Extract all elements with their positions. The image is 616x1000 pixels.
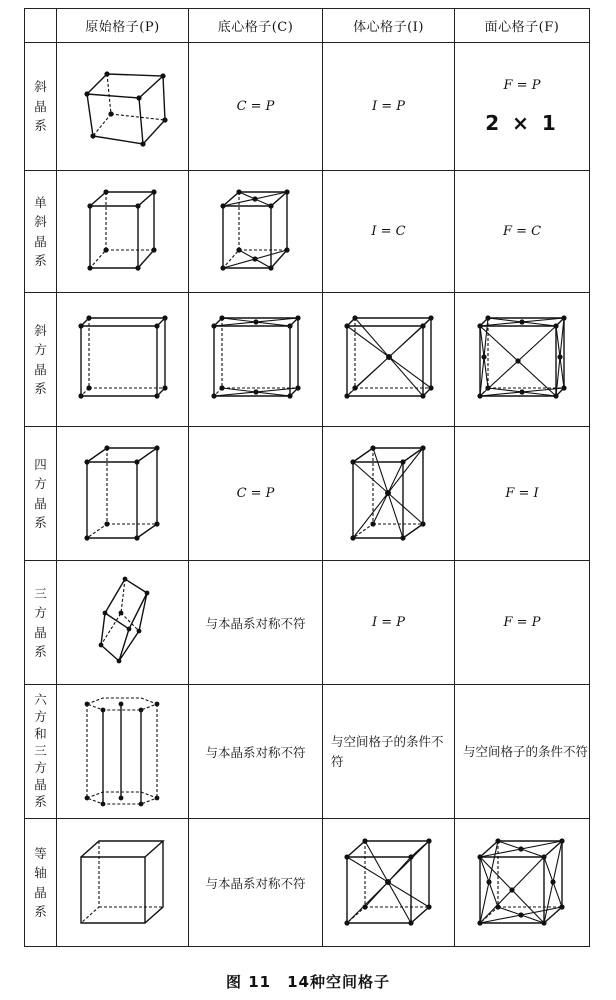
- lattice-cubic-f: [455, 819, 590, 947]
- monoclinic-primitive-figure: [80, 184, 166, 280]
- tetragonal-c: C = P: [189, 427, 323, 561]
- lattice-hexagonal-p: [57, 685, 189, 819]
- lattice-tetragonal-p: [57, 427, 189, 561]
- hexagonal-f: 与空间格子的条件不符: [455, 685, 590, 819]
- lattice-orthorhombic-f: [455, 293, 590, 427]
- lattice-orthorhombic-i: [323, 293, 455, 427]
- row-orthorhombic: [25, 293, 590, 427]
- system-label: 等 轴 晶 系: [25, 819, 57, 947]
- orthorhombic-base-centered-figure: [206, 314, 306, 406]
- lattice-orthorhombic-c: [189, 293, 323, 427]
- cubic-face-centered-figure: [472, 835, 572, 931]
- tetragonal-f: F = I: [455, 427, 590, 561]
- monoclinic-i: I = C: [323, 171, 455, 293]
- system-label: 斜 晶 系: [25, 43, 57, 171]
- header-row: [25, 9, 590, 43]
- header-primitive: 原始格子(P): [57, 9, 189, 43]
- lattice-monoclinic-p: [57, 171, 189, 293]
- trigonal-f: F = P: [455, 561, 590, 685]
- triclinic-f-note: 2 × 1: [485, 111, 559, 135]
- row-monoclinic: [25, 171, 590, 293]
- row-cubic: [25, 819, 590, 947]
- row-tetragonal: [25, 427, 590, 561]
- orthorhombic-body-centered-figure: [339, 314, 439, 406]
- row-trigonal: [25, 561, 590, 685]
- hexagonal-i: 与空间格子的条件不符: [323, 685, 455, 819]
- trigonal-i: I = P: [323, 561, 455, 685]
- system-label: 六 方 和 三 方 晶 系: [25, 685, 57, 819]
- triclinic-c: C = P: [189, 43, 323, 171]
- lattice-trigonal-p: [57, 561, 189, 685]
- system-label: 斜 方 晶 系: [25, 293, 57, 427]
- header-face-centered: 面心格子(F): [455, 9, 590, 43]
- header-body-centered: 体心格子(I): [323, 9, 455, 43]
- cubic-primitive-figure: [73, 835, 173, 931]
- system-label: 三 方 晶 系: [25, 561, 57, 685]
- lattice-triclinic-p: [57, 43, 189, 171]
- hexagonal-c: 与本晶系对称不符: [189, 685, 323, 819]
- trigonal-primitive-figure: [93, 573, 153, 673]
- header-base-centered: 底心格子(C): [189, 9, 323, 43]
- lattice-monoclinic-c: [189, 171, 323, 293]
- trigonal-c: 与本晶系对称不符: [189, 561, 323, 685]
- row-hexagonal: [25, 685, 590, 819]
- system-label: 单 斜 晶 系: [25, 171, 57, 293]
- cubic-body-centered-figure: [339, 835, 439, 931]
- lattice-table: [24, 8, 590, 947]
- triclinic-f-text: F = P: [503, 78, 541, 93]
- header-corner: [25, 9, 57, 43]
- row-triclinic: [25, 43, 590, 171]
- lattice-tetragonal-i: [323, 427, 455, 561]
- monoclinic-f: F = C: [455, 171, 590, 293]
- system-label: 四 方 晶 系: [25, 427, 57, 561]
- triclinic-f: [455, 43, 590, 171]
- orthorhombic-primitive-figure: [73, 314, 173, 406]
- hexagonal-primitive-figure: [81, 696, 165, 808]
- lattice-orthorhombic-p: [57, 293, 189, 427]
- lattice-cubic-p: [57, 819, 189, 947]
- orthorhombic-face-centered-figure: [472, 314, 572, 406]
- cubic-c: 与本晶系对称不符: [189, 819, 323, 947]
- tetragonal-body-centered-figure: [347, 442, 431, 546]
- lattice-cubic-i: [323, 819, 455, 947]
- tetragonal-primitive-figure: [81, 442, 165, 546]
- triclinic-i: I = P: [323, 43, 455, 171]
- triclinic-primitive-figure: [73, 62, 173, 152]
- monoclinic-base-centered-figure: [213, 184, 299, 280]
- figure-caption: 图 11 14种空间格子: [226, 973, 390, 991]
